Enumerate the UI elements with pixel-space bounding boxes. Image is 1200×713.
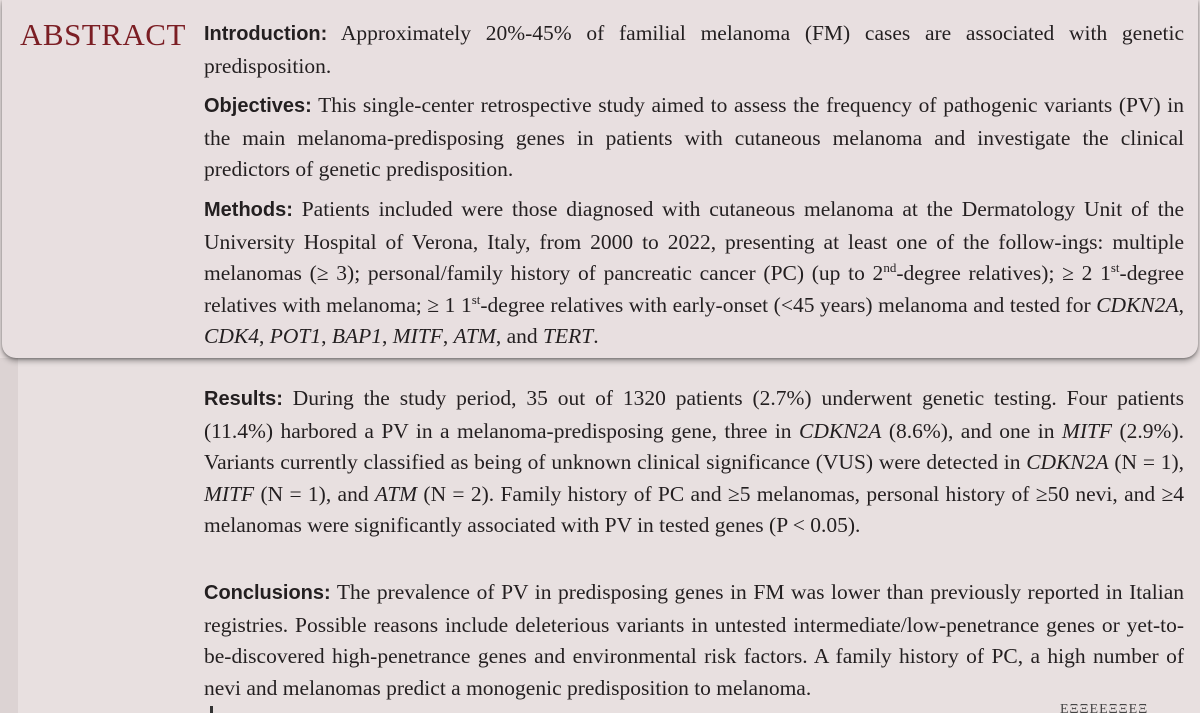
introduction-paragraph: Introduction: Approximately 20%-45% of familial melanoma (FM) cases are associated with genetic predisposition. (204, 21, 1184, 78)
abstract-card (2, 0, 1198, 358)
conclusions-label: Conclusions: (204, 582, 331, 604)
page-edge-strip (0, 358, 19, 713)
cut-off-text: ΕΞΞΕΕΞΞΕΞ (1060, 702, 1149, 713)
page-mark (210, 706, 213, 713)
results-paragraph: Results: During the study period, 35 out of 1320 patients (2.7%) underwent genetic testing. Four patients (11.4%) harbored a PV in a melanoma-predisposing gene, three in CDKN2A (8.6%), and one in MITF (2.9%). Variants currently classified as being of unknown clinical significance (VUS) were detected in CDKN2A (N = 1), MITF (N = 1), and ATM (N = 2). Family history of PC and ≥5 melanomas, personal history of ≥50 nevi, and ≥4 melanomas were significantly associated with PV in tested genes (P < 0.05). (204, 386, 1185, 537)
conclusions-paragraph: Conclusions: The prevalence of PV in predisposing genes in FM was lower than previously reported in Italian registries. Possible reasons include deleterious variants in untested intermediate/low-penetrance genes or yet-to-be-discovered high-penetrance genes and environmental risk factors. A family history of PC, a high number of nevi and melanomas predict a monogenic predisposition to melanoma. (204, 580, 1184, 700)
results-label: Results: (204, 388, 283, 410)
objectives-label: Objectives: (204, 95, 312, 117)
introduction-label: Introduction: (204, 23, 328, 45)
objectives-paragraph: Objectives: This single-center retrospective study aimed to assess the frequency of pathogenic variants (PV) in the main melanoma-predisposing genes in patients with cutaneous melanoma and investigate the clinical predictors of genetic predisposition. (204, 93, 1184, 181)
methods-label: Methods: (204, 199, 293, 221)
methods-paragraph: Methods: Patients included were those diagnosed with cutaneous melanoma at the Dermatology Unit of the University Hospital of Verona, Italy, from 2000 to 2022, presenting at least one of the follow-ings: multiple melanomas (≥ 3); personal/family history of pancreatic cancer (PC) (up to 2nd-degree relatives); ≥ 2 1st-degree relatives with melanoma; ≥ 1 1st-degree relatives with early-onset (<45 years) melanoma and tested for CDKN2A, CDK4, POT1, BAP1, MITF, ATM, and TERT. (204, 197, 1185, 348)
abstract-heading: ABSTRACT (20, 17, 186, 52)
